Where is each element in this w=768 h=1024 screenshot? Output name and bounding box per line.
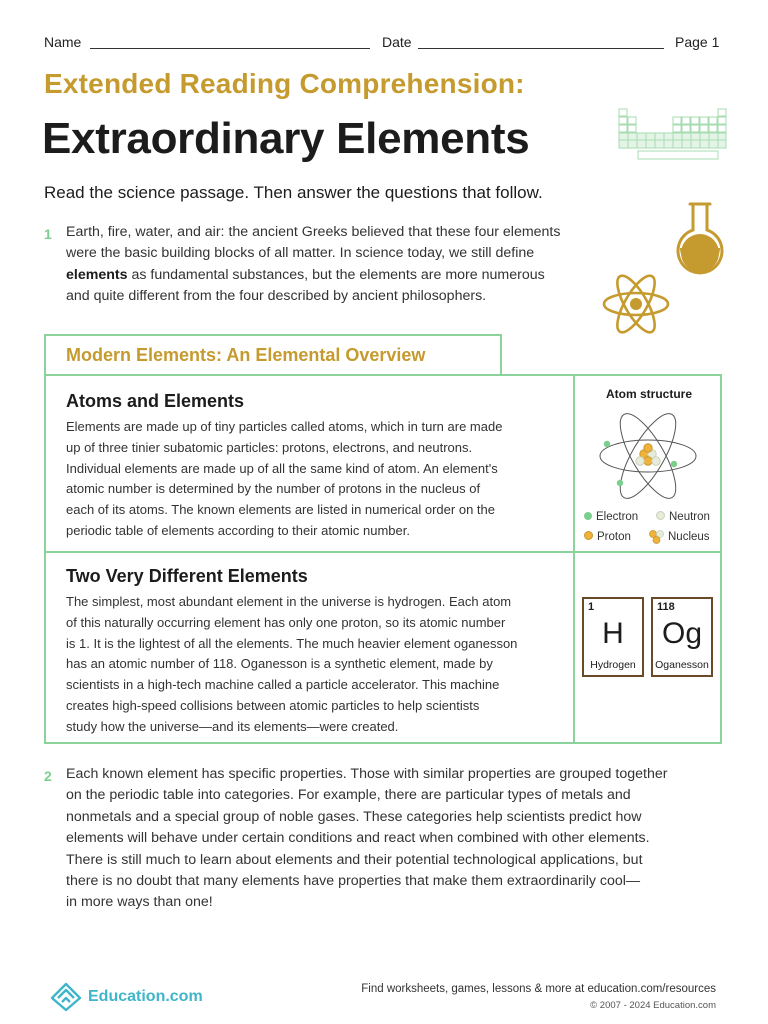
paragraph-2-line: there is no doubt that many elements have properties that make them extraordinarily cool— (66, 873, 641, 890)
overview-row-divider (44, 551, 722, 553)
overview-title: Modern Elements: An Elemental Overview (66, 345, 426, 365)
term-elements: elements (66, 266, 128, 283)
overview-title-tab (44, 334, 502, 376)
element-symbol: Og (661, 617, 703, 650)
worksheet-title: Extraordinary Elements (42, 114, 530, 163)
date-label: Date (382, 34, 412, 50)
worksheet-header (44, 34, 720, 54)
text-line: creates high-speed collisions between atomic particles to help scientists (66, 697, 480, 713)
legend-proton: Proton (584, 531, 631, 543)
atomic-number: 1 (588, 601, 595, 613)
legend-electron: Electron (584, 511, 638, 523)
paragraph-1-line: and quite different from the four described by ancient philosophers. (66, 288, 487, 305)
flask-icon (672, 198, 728, 278)
education-logo-text[interactable]: Education.com (88, 988, 203, 1005)
paragraph-1-line: Earth, fire, water, and air: the ancient Greeks believed that these four elements (66, 224, 561, 240)
text-line: periodic table of elements according to their atomic number. (66, 522, 410, 538)
worksheet-subtitle: Extended Reading Comprehension: (44, 68, 525, 99)
overview-column-divider (573, 374, 575, 744)
legend-neutron: Neutron (656, 511, 710, 523)
text-line: has an atomic number of 118. Oganesson is a synthetic element, made by (66, 656, 493, 672)
paragraph-number-1: 1 (44, 226, 52, 242)
paragraph-2-line: in more ways than one! (66, 894, 213, 911)
atomic-number: 118 (657, 601, 675, 613)
text-line: is 1. It is the lightest of all the elements. The much heavier element oganesson (66, 635, 518, 651)
text-line: Elements are made up of tiny particles called atoms, which in turn are made (66, 419, 503, 434)
element-name: Oganesson (655, 659, 709, 671)
element-card-hydrogen (582, 597, 644, 677)
atom-icon (600, 270, 672, 338)
atom-structure-diagram (596, 404, 700, 506)
paragraph-2 (66, 764, 726, 914)
page-label: Page 1 (675, 34, 720, 50)
date-line (418, 48, 664, 49)
nucleus-icon (648, 529, 666, 545)
name-line (90, 48, 370, 49)
atoms-elements-title: Atoms and Elements (66, 391, 245, 411)
periodic-table-icon (618, 108, 728, 160)
text-line: up of three tinier subatomic particles: protons, electrons, and neutrons. (66, 439, 473, 455)
footer-resources-link[interactable]: Find worksheets, games, lessons & more at education.com/resources (361, 983, 716, 995)
instructions: Read the science passage. Then answer the questions that follow. (44, 183, 543, 202)
text-line: atomic number is determined by the number of protons in the nucleus of (66, 481, 481, 497)
footer-copyright: © 2007 - 2024 Education.com (590, 1000, 716, 1011)
neutron-dot-icon (656, 511, 665, 520)
electron-dot-icon (584, 512, 592, 520)
paragraph-2-line: There is still much to learn about elements and their potential technological applications, but (66, 851, 643, 868)
two-elements-title: Two Very Different Elements (66, 566, 308, 586)
paragraph-1 (66, 222, 586, 308)
paragraph-2-line: nonmetals and a special group of noble gases. These categories help scientists predict how (66, 808, 642, 825)
element-name: Hydrogen (590, 659, 636, 671)
paragraph-2-line: elements will behave under certain conditions and react when combined with other elements. (66, 830, 650, 847)
proton-dot-icon (584, 531, 593, 540)
text-line: The simplest, most abundant element in the universe is hydrogen. Each atom (66, 594, 512, 609)
paragraph-number-2: 2 (44, 768, 52, 784)
text-line: each of its atoms. The known elements are listed in numerical order on the (66, 502, 495, 518)
legend-nucleus: Nucleus (648, 529, 710, 545)
element-card-oganesson (651, 597, 713, 677)
atoms-elements-text (66, 417, 566, 542)
atom-structure-title: Atom structure (605, 387, 692, 401)
text-line: study how the universe—and its elements—were created. (66, 718, 399, 734)
text-line: Individual elements are made up of all the same kind of atom. An element's (66, 460, 498, 476)
education-logo-icon (46, 976, 86, 1012)
paragraph-1-line: elements as fundamental substances, but the elements are more numerous (66, 266, 545, 283)
paragraph-1-line: were the basic building blocks of all matter. In science today, we still define (66, 245, 535, 262)
element-symbol: H (602, 617, 624, 650)
text-line: of this naturally occurring element has only one proton, so its atomic number (66, 614, 506, 630)
text-line: scientists in a high-tech machine called a particle accelerator. This machine (66, 677, 500, 693)
paragraph-2-line: Each known element has specific properties. Those with similar properties are grouped together (66, 766, 668, 782)
two-elements-text (66, 592, 568, 738)
name-label: Name (44, 34, 82, 50)
paragraph-2-line: on the periodic table into categories. For example, there are particular types of metals and (66, 787, 631, 804)
